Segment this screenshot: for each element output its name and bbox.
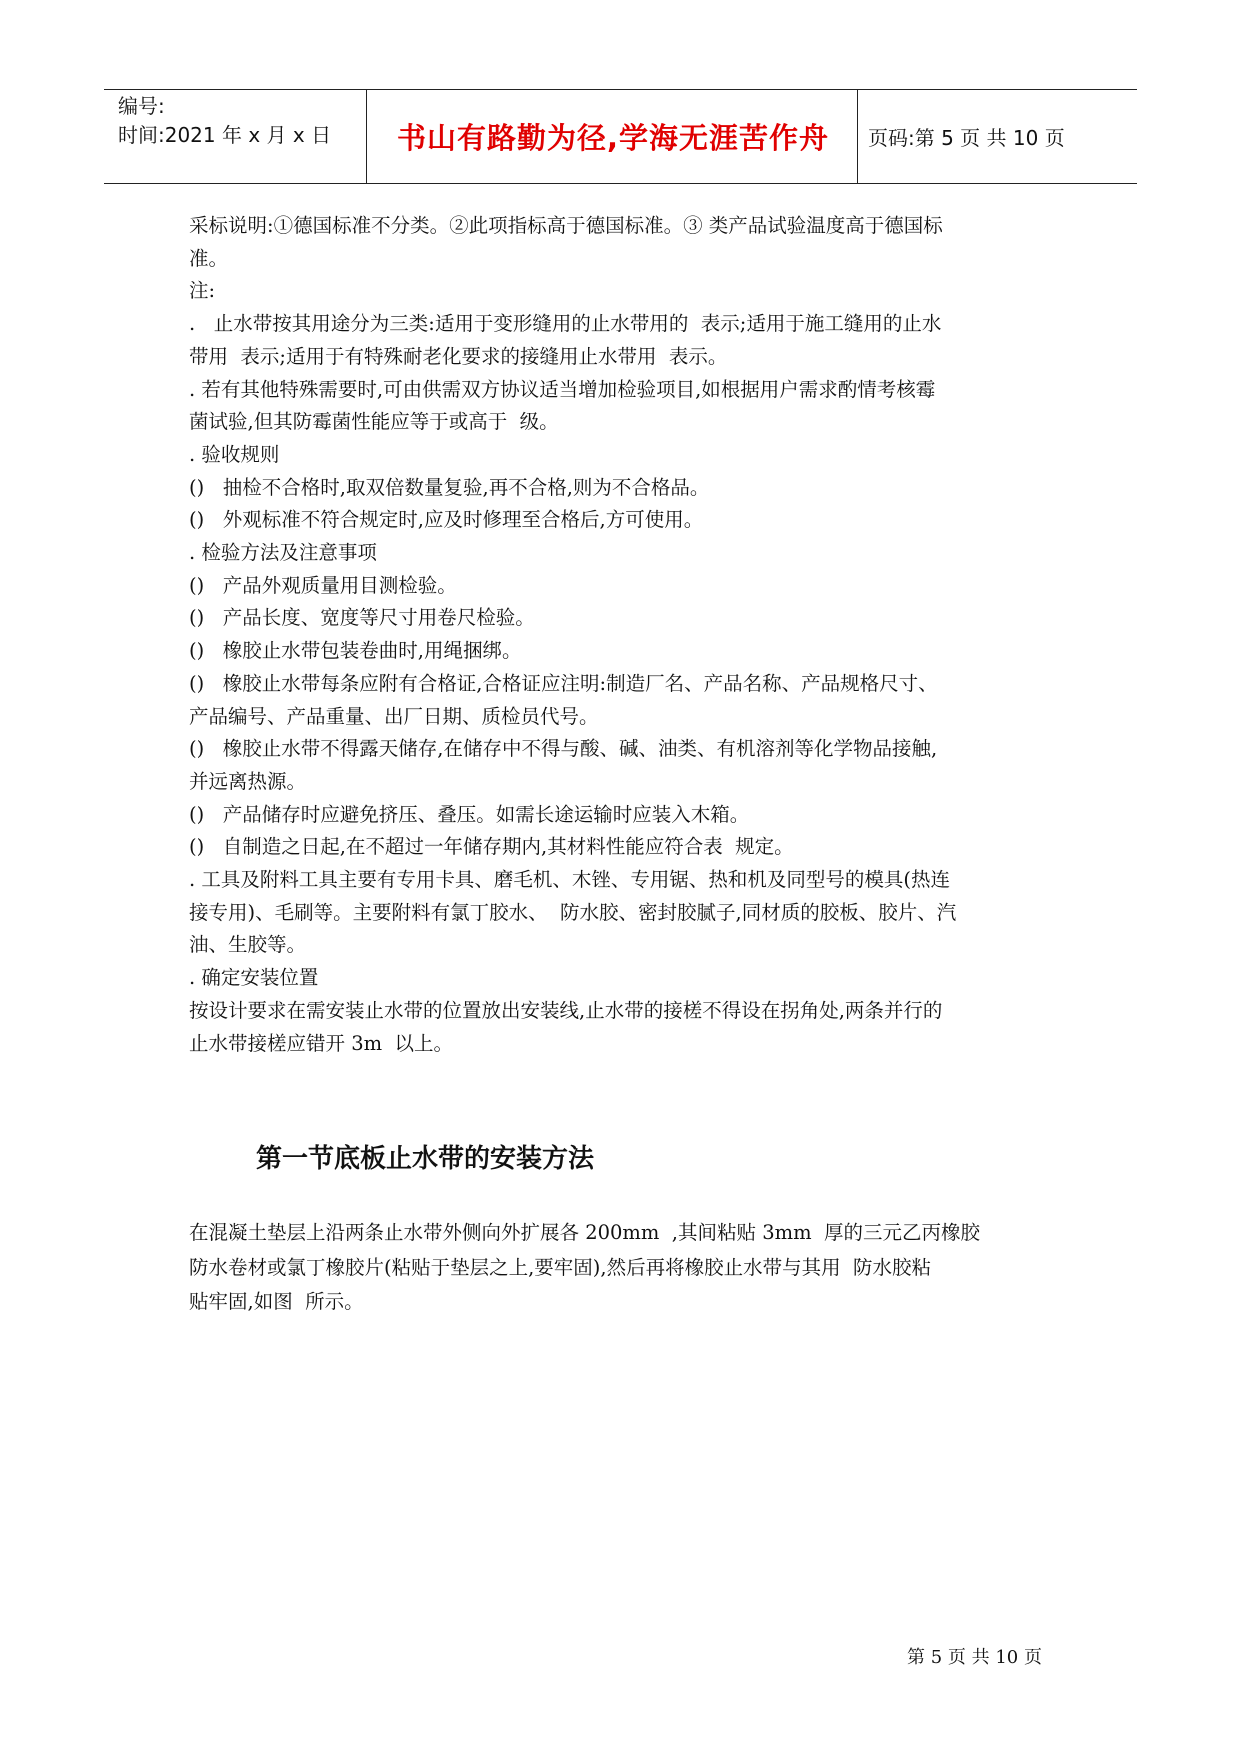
section-line: 贴牢固,如图 所示。 xyxy=(189,1290,364,1313)
body-line: 准。 xyxy=(189,246,229,270)
body-line: 接专用)、毛刷等。主要附料有氯丁胶水、 防水胶、密封胶腻子,同材质的胶板、胶片、汽 xyxy=(189,900,957,924)
body-line: . 验收规则 xyxy=(189,442,280,466)
body-line: () 橡胶止水带每条应附有合格证,合格证应注明:制造厂名、产品名称、产品规格尺寸、 xyxy=(189,671,938,695)
header-divider-right xyxy=(857,90,858,183)
body-line: 并远离热源。 xyxy=(189,769,307,793)
body-line: 产品编号、产品重量、出厂日期、质检员代号。 xyxy=(189,704,599,728)
body-line: () 自制造之日起,在不超过一年储存期内,其材料性能应符合表 规定。 xyxy=(189,835,794,859)
header-motto: 书山有路勤为径,学海无涯苦作舟 xyxy=(396,121,830,155)
body-line: () 抽检不合格时,取双倍数量复验,再不合格,则为不合格品。 xyxy=(189,475,710,499)
body-line: 菌试验,但其防霉菌性能应等于或高于 级。 xyxy=(189,410,559,434)
header-meta xyxy=(118,92,331,150)
body-line: . 若有其他特殊需要时,可由供需双方协议适当增加检验项目,如根据用户需求酌情考核霉 xyxy=(189,377,936,401)
body-line: () 产品储存时应避免挤压、叠压。如需长途运输时应装入木箱。 xyxy=(189,802,750,826)
header-divider-left xyxy=(366,90,367,183)
section-line: 在混凝土垫层上沿两条止水带外侧向外扩展各 200mm ,其间粘贴 3mm 厚的三元乙丙橡胶 xyxy=(189,1221,980,1244)
page-header xyxy=(104,89,1137,184)
header-time-label: 时间:2021 年 x 月 x 日 xyxy=(118,123,332,147)
body-line: 带用 表示;适用于有特殊耐老化要求的接缝用止水带用 表示。 xyxy=(189,344,728,368)
body-line: 油、生胶等。 xyxy=(189,933,307,957)
header-number-label: 编号: xyxy=(118,94,165,118)
body-line: . 止水带按其用途分为三类:适用于变形缝用的止水带用的 表示;适用于施工缝用的止水 xyxy=(189,312,942,336)
section-line: 防水卷材或氯丁橡胶片(粘贴于垫层之上,要牢固),然后再将橡胶止水带与其用 防水胶粘 xyxy=(189,1255,932,1279)
body-line: () 橡胶止水带不得露天储存,在储存中不得与酸、碱、油类、有机溶剂等化学物品接触, xyxy=(189,737,938,761)
body-line: 止水带接槎应错开 3m 以上。 xyxy=(189,1031,453,1055)
body-line: () 外观标准不符合规定时,应及时修理至合格后,方可使用。 xyxy=(189,508,704,532)
header-page-label: 页码:第 5 页 共 10 页 xyxy=(868,126,1065,150)
section-paragraph xyxy=(189,1216,1069,1320)
body-line: () 产品长度、宽度等尺寸用卷尺检验。 xyxy=(189,606,535,630)
body-text xyxy=(189,210,1069,1060)
body-line: . 检验方法及注意事项 xyxy=(189,541,377,565)
body-line: () 橡胶止水带包装卷曲时,用绳捆绑。 xyxy=(189,639,522,663)
body-line: . 确定安装位置 xyxy=(189,966,319,990)
body-line: 注: xyxy=(189,279,216,303)
body-line: . 工具及附料工具主要有专用卡具、磨毛机、木锉、专用锯、热和机及同型号的模具(热连 xyxy=(189,868,951,892)
body-line: 按设计要求在需安装止水带的位置放出安装线,止水带的接槎不得设在拐角处,两条并行的 xyxy=(189,998,943,1022)
page-footer: 第 5 页 共 10 页 xyxy=(907,1647,1042,1668)
body-line: 采标说明:①德国标准不分类。②此项指标高于德国标准。③ 类产品试验温度高于德国标 xyxy=(189,214,943,237)
section-title: 第一节底板止水带的安装方法 xyxy=(256,1144,595,1174)
body-line: () 产品外观质量用目测检验。 xyxy=(189,573,457,597)
